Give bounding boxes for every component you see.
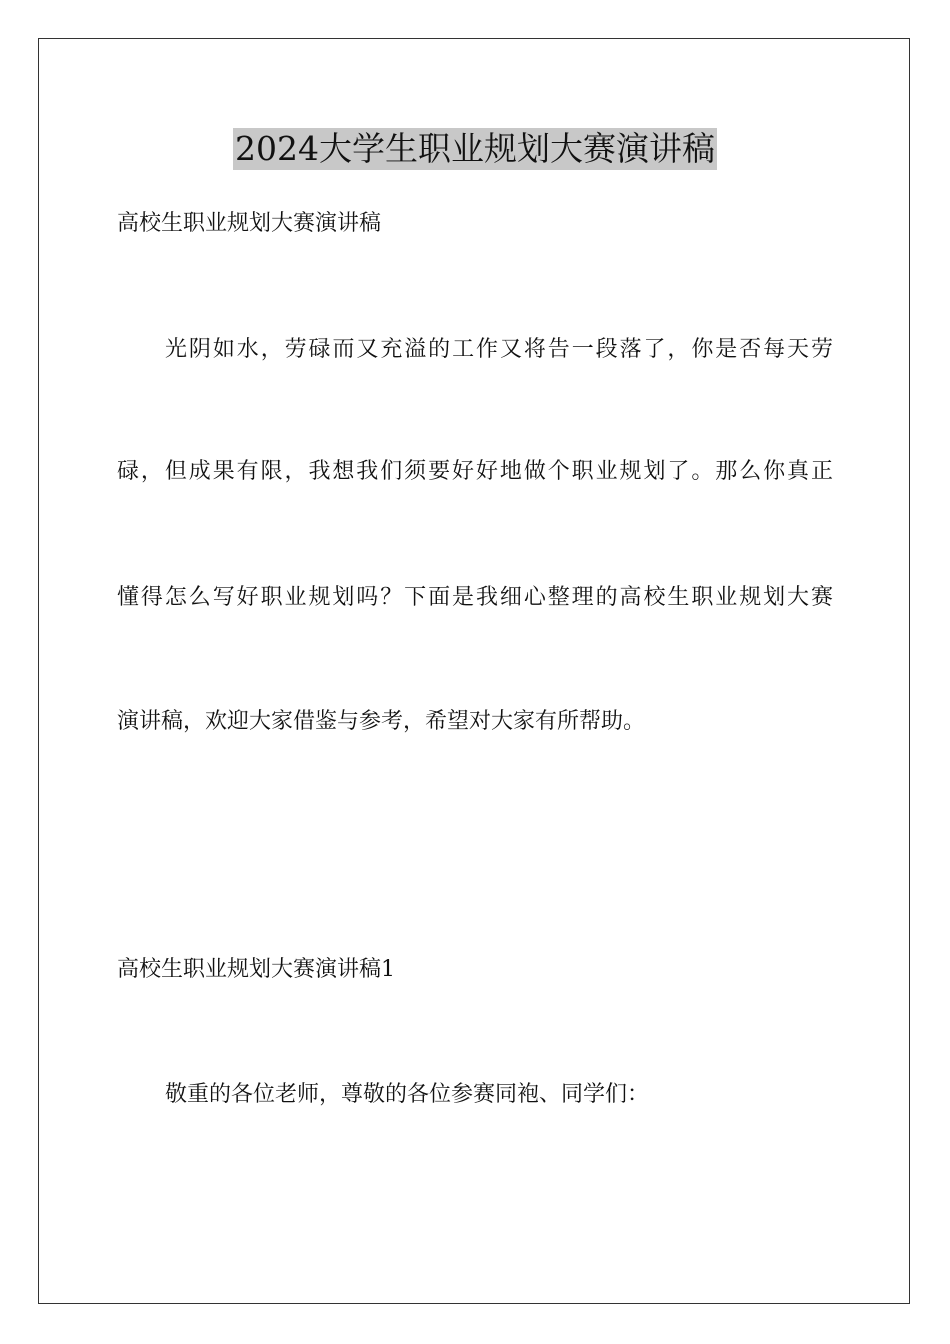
intro-line-4: 演讲稿，欢迎大家借鉴与参考，希望对大家有所帮助。 bbox=[117, 709, 646, 734]
document-title: 2024大学生职业规划大赛演讲稿 bbox=[235, 129, 715, 168]
section-heading: 高校生职业规划大赛演讲稿1 bbox=[117, 957, 395, 982]
intro-line-1: 光阴如水，劳碌而又充溢的工作又将告一段落了，你是否每天劳 bbox=[165, 337, 833, 362]
title-container bbox=[0, 128, 950, 170]
document-subtitle: 高校生职业规划大赛演讲稿 bbox=[117, 211, 382, 236]
intro-line-2: 碌，但成果有限，我想我们须要好好地做个职业规划了。那么你真正 bbox=[117, 459, 833, 484]
intro-line-3: 懂得怎么写好职业规划吗？下面是我细心整理的高校生职业规划大赛 bbox=[117, 585, 833, 610]
greeting-line: 敬重的各位老师，尊敬的各位参赛同袍、同学们： bbox=[165, 1082, 650, 1107]
